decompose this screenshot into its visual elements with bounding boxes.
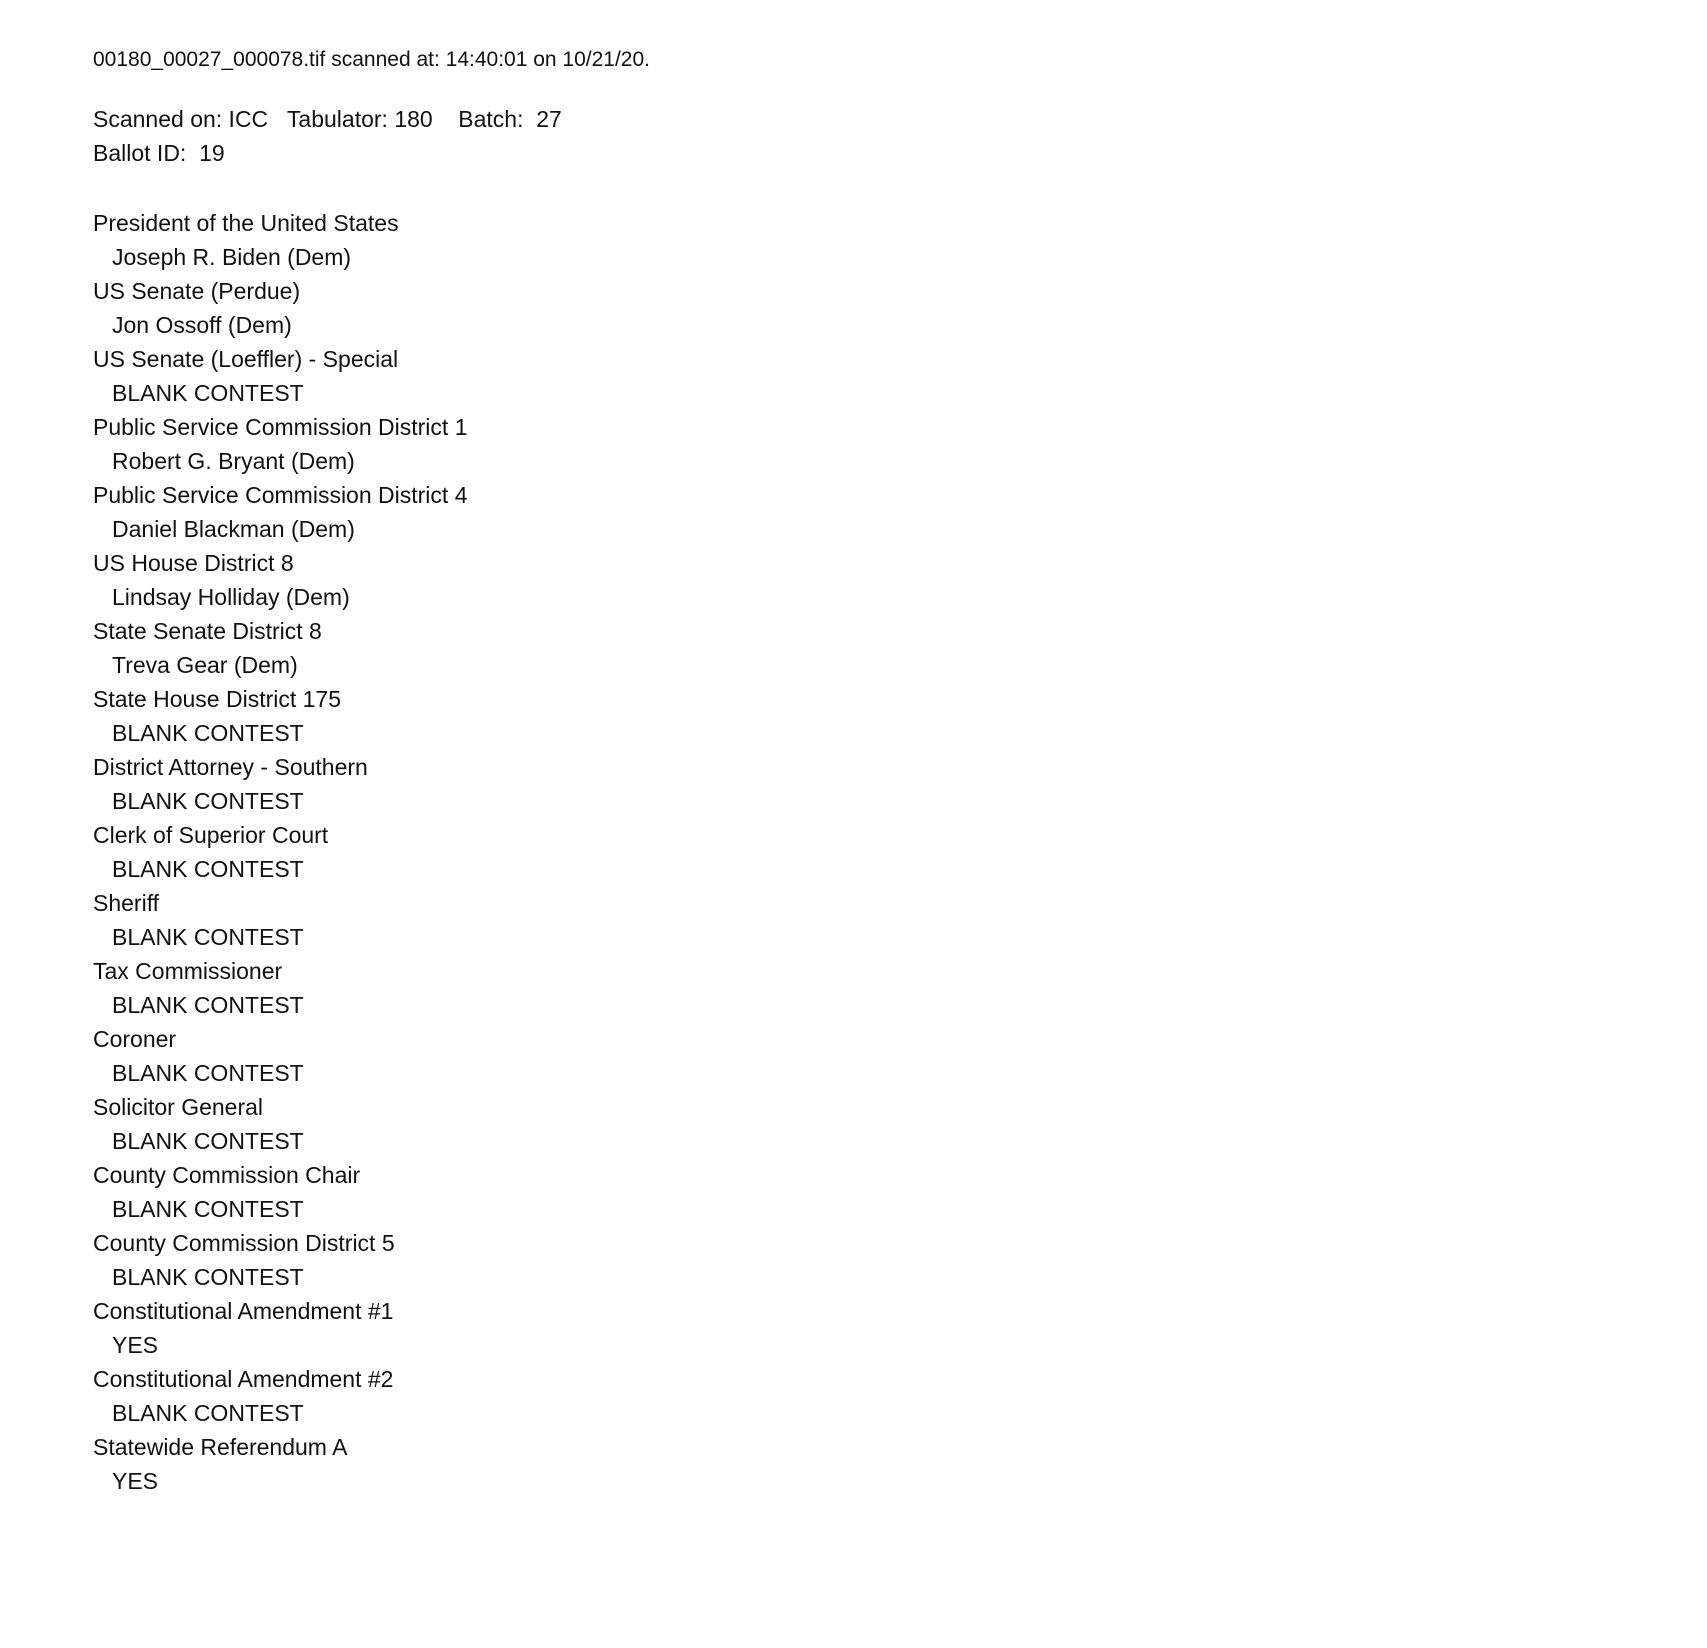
contest-title: District Attorney - Southern: [93, 754, 368, 780]
contest-title: US House District 8: [93, 550, 294, 576]
contest-row: [93, 342, 1593, 410]
contest-selection: BLANK CONTEST: [112, 1196, 304, 1222]
contest-row: [93, 546, 1593, 614]
contest-title: US Senate (Loeffler) - Special: [93, 346, 399, 372]
contest-row: [93, 886, 1593, 954]
contest-selection: BLANK CONTEST: [112, 380, 304, 406]
contest-title: State Senate District 8: [93, 618, 322, 644]
contest-selection: Lindsay Holliday (Dem): [112, 584, 350, 610]
contest-row: [93, 954, 1593, 1022]
ballot-scan-record: [93, 44, 1593, 1498]
contest-row: [93, 1022, 1593, 1090]
contest-title: Coroner: [93, 1026, 177, 1052]
contest-row: [93, 274, 1593, 342]
contest-title: Solicitor General: [93, 1094, 264, 1120]
contest-selection: BLANK CONTEST: [112, 856, 304, 882]
contest-title: County Commission District 5: [93, 1230, 395, 1256]
contest-list: [93, 206, 1593, 1498]
contest-selection: Jon Ossoff (Dem): [112, 312, 292, 338]
contest-row: [93, 410, 1593, 478]
contest-selection: Joseph R. Biden (Dem): [112, 244, 352, 270]
scan-filename-line: 00180_00027_000078.tif scanned at: 14:40:01 on 10/21/20.: [93, 48, 650, 71]
contest-row: [93, 478, 1593, 546]
contest-title: Clerk of Superior Court: [93, 822, 329, 848]
contest-title: County Commission Chair: [93, 1162, 361, 1188]
contest-selection: BLANK CONTEST: [112, 788, 304, 814]
contest-row: [93, 750, 1593, 818]
contest-row: [93, 1362, 1593, 1430]
contest-selection: YES: [112, 1468, 159, 1494]
contest-selection: Daniel Blackman (Dem): [112, 516, 355, 542]
contest-title: Public Service Commission District 4: [93, 482, 468, 508]
contest-selection: YES: [112, 1332, 159, 1358]
contest-selection: Robert G. Bryant (Dem): [112, 448, 355, 474]
ballot-meta-block: [93, 102, 1593, 170]
contest-selection: BLANK CONTEST: [112, 1264, 304, 1290]
contest-row: [93, 682, 1593, 750]
contest-row: [93, 206, 1593, 274]
contest-title: President of the United States: [93, 210, 399, 236]
contest-title: Public Service Commission District 1: [93, 414, 468, 440]
contest-row: [93, 1226, 1593, 1294]
contest-title: US Senate (Perdue): [93, 278, 301, 304]
contest-row: [93, 1090, 1593, 1158]
contest-row: [93, 614, 1593, 682]
contest-selection: BLANK CONTEST: [112, 924, 304, 950]
contest-selection: BLANK CONTEST: [112, 1060, 304, 1086]
scan-info-line: Scanned on: ICC Tabulator: 180 Batch: 27: [93, 106, 562, 132]
contest-title: Constitutional Amendment #1: [93, 1298, 394, 1324]
contest-selection: BLANK CONTEST: [112, 1400, 304, 1426]
contest-title: Statewide Referendum A: [93, 1434, 348, 1460]
contest-row: [93, 1294, 1593, 1362]
contest-title: Sheriff: [93, 890, 160, 916]
ballot-id-line: Ballot ID: 19: [93, 140, 225, 166]
contest-row: [93, 818, 1593, 886]
contest-selection: BLANK CONTEST: [112, 720, 304, 746]
contest-row: [93, 1430, 1593, 1498]
contest-selection: BLANK CONTEST: [112, 992, 304, 1018]
contest-selection: Treva Gear (Dem): [112, 652, 298, 678]
contest-row: [93, 1158, 1593, 1226]
contest-title: State House District 175: [93, 686, 342, 712]
contest-title: Constitutional Amendment #2: [93, 1366, 394, 1392]
contest-title: Tax Commissioner: [93, 958, 283, 984]
contest-selection: BLANK CONTEST: [112, 1128, 304, 1154]
